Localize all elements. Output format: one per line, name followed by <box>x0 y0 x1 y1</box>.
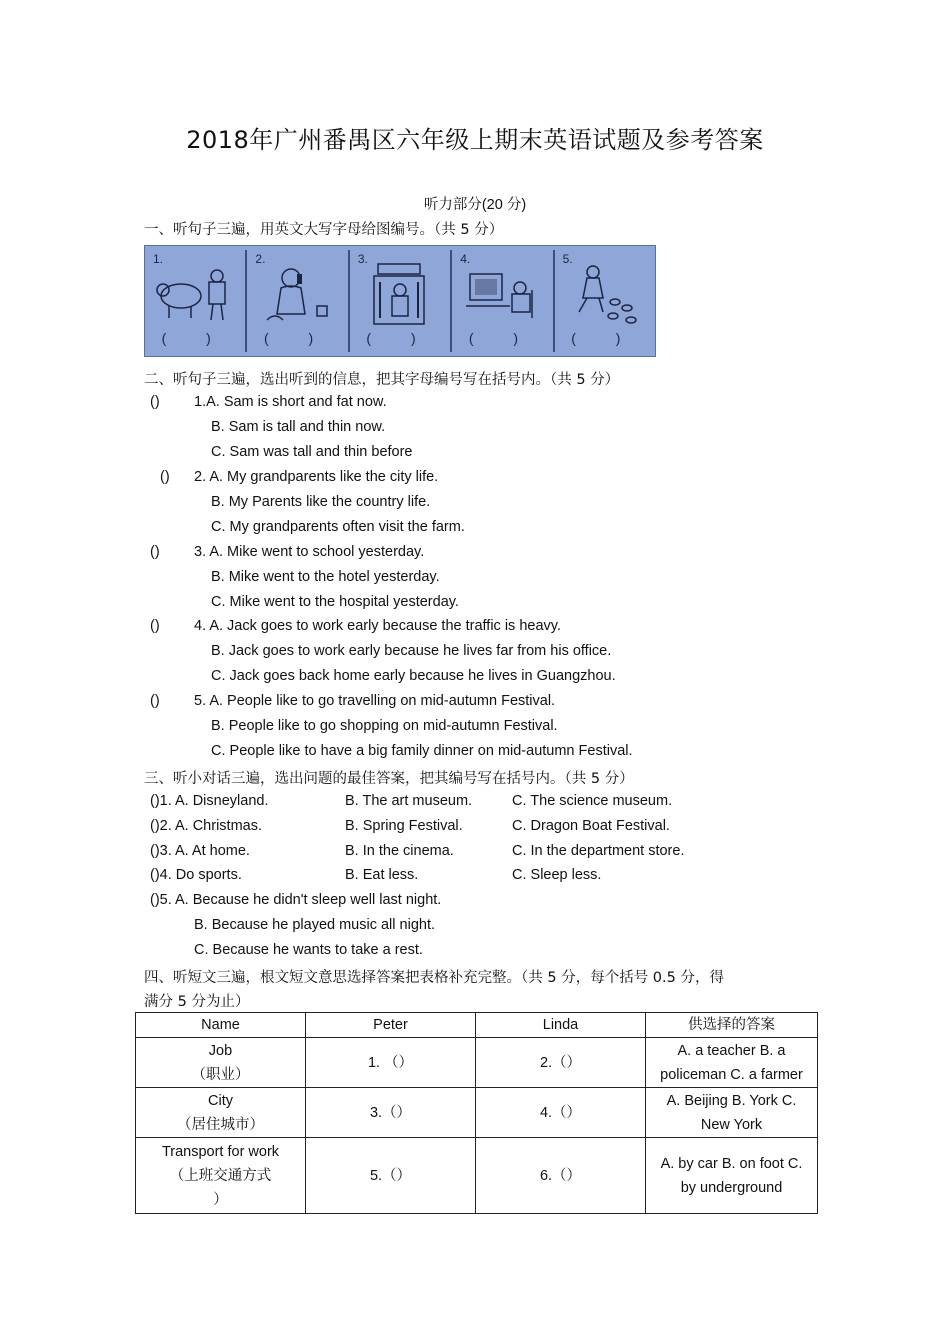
picture-number: 1. <box>153 252 164 266</box>
q2-2-option-b: B. My Parents like the country life. <box>211 494 431 510</box>
answer-bracket[interactable]: ( ) <box>366 330 434 346</box>
listening-header: 听力部分(20 分) <box>423 197 527 213</box>
linda-answer[interactable]: 2.（） <box>476 1038 646 1088</box>
q2-2-option-c: C. My grandparents often visit the farm. <box>211 519 465 535</box>
picture-5 <box>555 250 655 352</box>
header-peter: Peter <box>306 1013 476 1038</box>
q2-2-option-a: 2. A. My grandparents like the city life. <box>194 469 439 485</box>
section1-heading: 一、听句子三遍，用英文大写字母给图编号。（共 5 分） <box>144 222 504 238</box>
row-label-cn: （居住城市） <box>177 1116 264 1133</box>
q2-3-bracket[interactable]: () <box>150 544 160 560</box>
q3-3-option-c: C. In the department store. <box>512 843 685 859</box>
header-linda: Linda <box>476 1013 646 1038</box>
answer-table <box>135 1012 818 1214</box>
q3-4-option-a: ()4. Do sports. <box>150 867 242 883</box>
picture-3 <box>350 250 452 352</box>
q3-5-option-b: B. Because he played music all night. <box>194 917 435 933</box>
q2-3-option-c: C. Mike went to the hospital yesterday. <box>211 594 459 610</box>
q2-3-option-a: 3. A. Mike went to school yesterday. <box>194 544 425 560</box>
header-name: Name <box>136 1013 306 1038</box>
q3-4-option-c: C. Sleep less. <box>512 867 602 883</box>
header-options: 供选择的答案 <box>646 1013 818 1038</box>
picture-4 <box>452 250 554 352</box>
q2-5-option-b: B. People like to go shopping on mid-autumn Festival. <box>211 718 558 734</box>
page-title: 2018年广州番禺区六年级上期末英语试题及参考答案 <box>186 126 764 154</box>
picture-1 <box>145 250 247 352</box>
tv-watching-icon <box>462 262 542 330</box>
girl-phone-icon <box>257 262 337 330</box>
row-label-en: City <box>208 1092 233 1109</box>
picture-number: 2. <box>255 252 266 266</box>
q3-3-option-a: ()3. A. At home. <box>150 843 250 859</box>
row-label-en: Job <box>208 1042 233 1059</box>
peter-answer[interactable]: 1. （） <box>306 1038 476 1088</box>
table-row <box>136 1138 818 1214</box>
answer-bracket[interactable]: ( ) <box>468 330 537 346</box>
q3-2-option-a: ()2. A. Christmas. <box>150 818 262 834</box>
options-line: by underground <box>680 1179 783 1196</box>
row-label-cn-end: ） <box>213 1191 228 1208</box>
q2-1-option-c: C. Sam was tall and thin before <box>211 444 413 460</box>
options-line: New York <box>700 1116 763 1133</box>
linda-answer[interactable]: 6.（） <box>476 1138 646 1214</box>
answer-bracket[interactable]: ( ) <box>571 330 639 346</box>
q2-3-option-b: B. Mike went to the hotel yesterday. <box>211 569 440 585</box>
answer-bracket[interactable]: ( ) <box>161 330 229 346</box>
peter-answer[interactable]: 5.（） <box>306 1138 476 1214</box>
q2-1-bracket[interactable]: () <box>150 394 160 410</box>
options-line: A. a teacher B. a <box>677 1042 786 1059</box>
q2-4-bracket[interactable]: () <box>150 618 160 634</box>
cow-farmer-icon <box>155 262 235 330</box>
q3-5-option-c: C. Because he wants to take a rest. <box>194 942 423 958</box>
options-cell <box>646 1088 818 1138</box>
options-line: policeman C. a farmer <box>660 1066 803 1083</box>
section4-heading-line2: 满分 5 分为止） <box>144 994 250 1010</box>
picture-strip <box>144 245 656 357</box>
section2-heading: 二、听句子三遍，选出听到的信息，把其字母编号写在括号内。（共 5 分） <box>144 372 620 388</box>
q3-1-option-c: C. The science museum. <box>512 793 673 809</box>
q3-1-option-b: B. The art museum. <box>345 793 473 809</box>
q3-4-option-b: B. Eat less. <box>345 867 419 883</box>
row-label <box>136 1138 306 1214</box>
options-line: A. Beijing B. York C. <box>666 1092 797 1109</box>
feeding-chickens-icon <box>565 262 645 330</box>
options-cell <box>646 1138 818 1214</box>
picture-number: 4. <box>460 252 471 266</box>
options-line: A. by car B. on foot C. <box>660 1155 803 1172</box>
options-cell <box>646 1038 818 1088</box>
q3-2-option-c: C. Dragon Boat Festival. <box>512 818 670 834</box>
answer-bracket[interactable]: ( ) <box>264 330 332 346</box>
row-label-cn: （上班交通方式 <box>169 1167 272 1184</box>
shop-icon <box>360 262 440 330</box>
table-row <box>136 1088 818 1138</box>
q3-2-option-b: B. Spring Festival. <box>345 818 463 834</box>
q2-2-bracket[interactable]: () <box>160 469 170 485</box>
q2-1-option-b: B. Sam is tall and thin now. <box>211 419 386 435</box>
table-row <box>136 1038 818 1088</box>
q3-3-option-b: B. In the cinema. <box>345 843 454 859</box>
linda-answer[interactable]: 4.（） <box>476 1088 646 1138</box>
row-label-cn: （职业） <box>191 1066 250 1083</box>
section4-heading-line1: 四、听短文三遍，根文短文意思选择答案把表格补充完整。（共 5 分，每个括号 0.5 分，得 <box>144 970 724 986</box>
q3-5-option-a: ()5. A. Because he didn't sleep well last night. <box>150 892 442 908</box>
picture-number: 5. <box>562 252 573 266</box>
q3-1-option-a: ()1. A. Disneyland. <box>150 793 269 809</box>
q2-1-option-a: 1.A. Sam is short and fat now. <box>194 394 387 410</box>
q2-4-option-c: C. Jack goes back home early because he lives in Guangzhou. <box>211 668 616 684</box>
row-label <box>136 1038 306 1088</box>
row-label <box>136 1088 306 1138</box>
q2-4-option-a: 4. A. Jack goes to work early because the traffic is heavy. <box>194 618 561 634</box>
table-header-row <box>136 1013 818 1038</box>
picture-2 <box>247 250 349 352</box>
section3-heading: 三、听小对话三遍，选出问题的最佳答案，把其编号写在括号内。（共 5 分） <box>144 771 634 787</box>
picture-number: 3. <box>357 252 368 266</box>
row-label-en: Transport for work <box>161 1143 280 1160</box>
q2-5-option-a: 5. A. People like to go travelling on mid-autumn Festival. <box>194 693 556 709</box>
peter-answer[interactable]: 3.（） <box>306 1088 476 1138</box>
q2-5-option-c: C. People like to have a big family dinner on mid-autumn Festival. <box>211 743 633 759</box>
q2-5-bracket[interactable]: () <box>150 693 160 709</box>
q2-4-option-b: B. Jack goes to work early because he lives far from his office. <box>211 643 612 659</box>
